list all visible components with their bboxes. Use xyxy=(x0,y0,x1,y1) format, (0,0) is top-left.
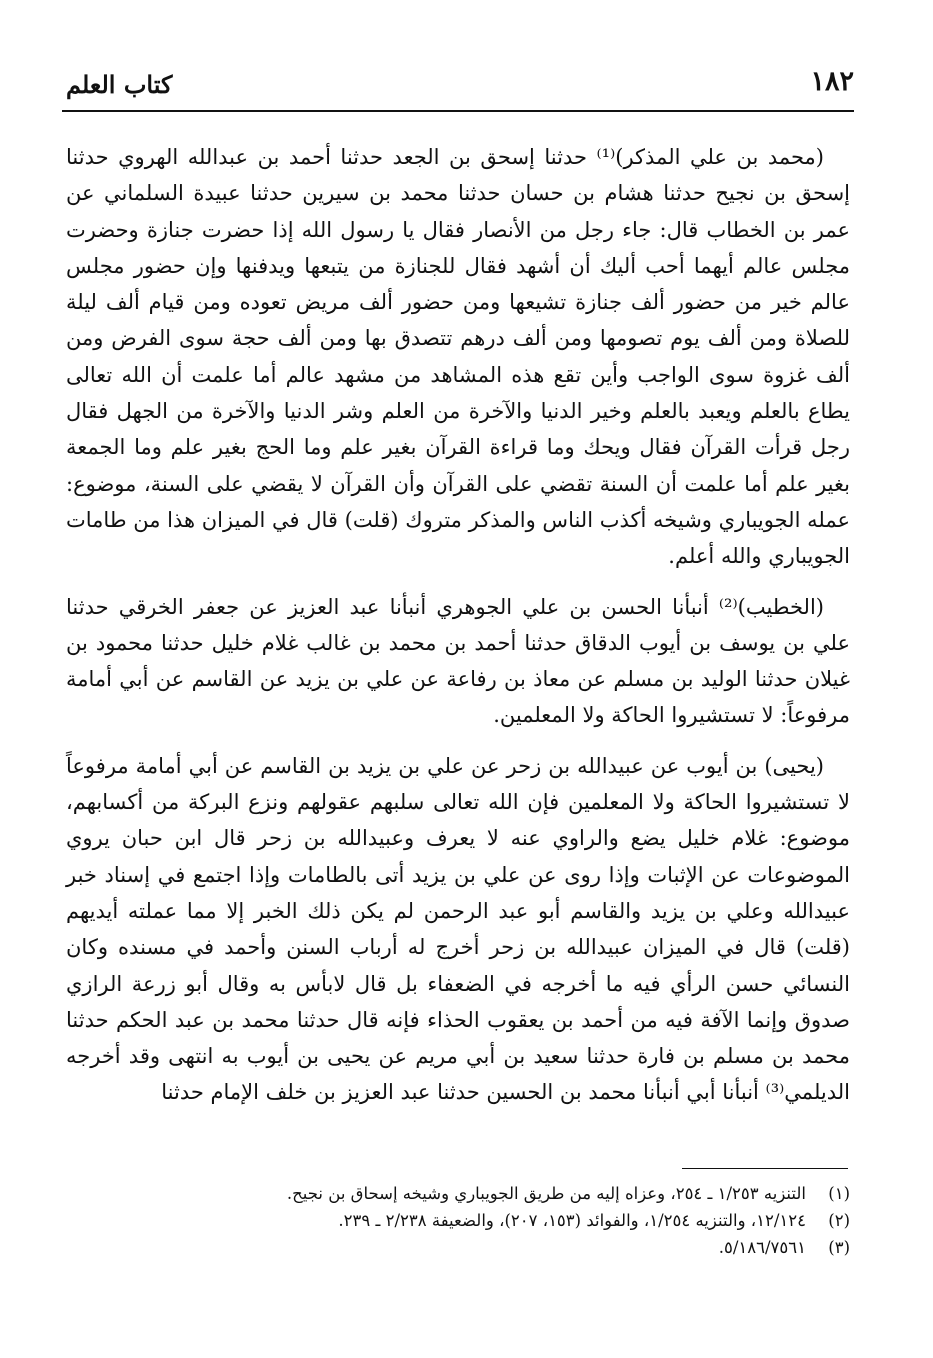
hadith-paragraph-2: (الخطيب)⁽²⁾ أنبأنا الحسن بن علي الجوهري أنبأنا عبد العزيز عن جعفر الخرقي حدثنا علي بن يوسف بن أيوب الدقاق حدثنا أحمد بن محمد بن غالب غلام خليل حدثنا محمود بن غيلان حدثنا الوليد بن مسلم عن معاذ بن رفاعة عن علي بن يزيد عن القاسم عن أبي أمامة مرفوعاً: لا تستشيروا الحاكة ولا المعلمين. xyxy=(66,594,850,728)
page-number: ١٨٢ xyxy=(810,66,854,97)
footnote-number: (٣) xyxy=(828,1238,850,1257)
main-text xyxy=(66,139,850,1111)
page-header xyxy=(62,62,854,106)
footnote-1 xyxy=(66,1180,850,1207)
running-title: كتاب العلم xyxy=(66,70,173,99)
footnote-text: التنزيه ١/٢٥٣ ـ ٢٥٤، وعزاه إليه من طريق الجويباري وشيخه إسحاق بن نجيح. xyxy=(286,1184,806,1203)
footnote-number: (٢) xyxy=(828,1211,850,1230)
footnote-2 xyxy=(66,1207,850,1234)
footnote-3 xyxy=(66,1234,850,1261)
header-divider xyxy=(62,110,854,112)
hadith-paragraph-1: (محمد بن علي المذكر)⁽¹⁾ حدثنا إسحق بن الجعد حدثنا أحمد بن عبدالله الهروي حدثنا إسحق بن نجيح حدثنا هشام بن حسان حدثنا محمد بن سيرين حدثنا عبيدة السلماني عن عمر بن الخطاب قال: جاء رجل من الأنصار فقال يا رسول الله إذا حضرت جنازة وحضرت مجلس عالم أيهما أحب أليك أن أشهد فقال للجنازة من يتبعها ويدفنها وإن حضور مجلس عالم خير من حضور ألف جنازة تشيعها ومن حضور ألف مريض تعوده ومن قيام ألف ليلة للصلاة ومن ألف يوم تصومها ومن ألف درهم تتصدق بها ومن ألف حجة سوى الفرض ومن ألف غزوة سوى الواجب وأين تقع هذه المشاهد من مشهد عالم أما علمت أن الله تعالى يطاع بالعلم ويعبد بالعلم وخير الدنيا والآخرة من العلم وشر الدنيا والآخرة من الجهل فقال رجل قرأت القرآن فقال ويحك وما قراءة القرآن بغير علم وما الحج بغير علم وما الجمعة بغير علم أما علمت أن السنة تقضي على القرآن وأن القرآن لا يقضي على السنة، موضوع: عمله الجويباري وشيخه أكذب الناس والمذكر متروك (قلت) قال في الميزان هذا من طامات الجويباري والله أعلم. xyxy=(66,145,850,569)
footnote-number: (١) xyxy=(828,1184,850,1203)
footnote-divider xyxy=(682,1168,848,1169)
footnotes xyxy=(66,1180,850,1261)
footnote-text: ١٢/١٢٤، والتنزيه ١/٢٥٤، والفوائد (١٥٣، ٢٠٧)، والضعيفة ٢/٢٣٨ ـ ٢٣٩. xyxy=(338,1211,806,1230)
hadith-paragraph-3: (يحيى) بن أيوب عن عبيدالله بن زحر عن علي بن يزيد بن القاسم عن أبي أمامة مرفوعاً لا تستشيروا الحاكة ولا المعلمين فإن الله تعالى سلبهم عقولهم ونزع البركة من أكسابهم، موضوع: غلام خليل يضع والراوي عنه لا يعرف وعبيدالله بن زحر قال ابن حبان يروي الموضوعات عن الإثبات وإذا روى عن علي بن يزيد أتى بالطامات وإذا اجتمع في إسناد خبر عبيدالله وعلي بن يزيد والقاسم أبو عبد الرحمن لم يكن ذلك الخبر إلا مما عملته أيديهم (قلت) قال في الميزان عبيدالله بن زحر أخرج له أرباب السنن وأحمد في مسنده وكان النسائي حسن الرأي فيه ما أخرجه في الضعفاء بل قال لابأس به وقال أبو زرعة الرازي صدوق وإنما الآفة فيه من أحمد بن يعقوب الحذاء فإنه قال حدثنا محمد بن عبد الحكم حدثنا محمد بن مسلم بن فارة حدثنا سعيد بن أبي مريم عن يحيى بن أيوب به انتهى وقد أخرجه الديلمي⁽³⁾ أنبأنا أبي أنبأنا محمد بن الحسين حدثنا عبد العزيز بن خلف الإمام حدثنا xyxy=(66,753,850,1105)
footnote-text: ٥/١٨٦/٧٥٦١. xyxy=(718,1238,806,1257)
